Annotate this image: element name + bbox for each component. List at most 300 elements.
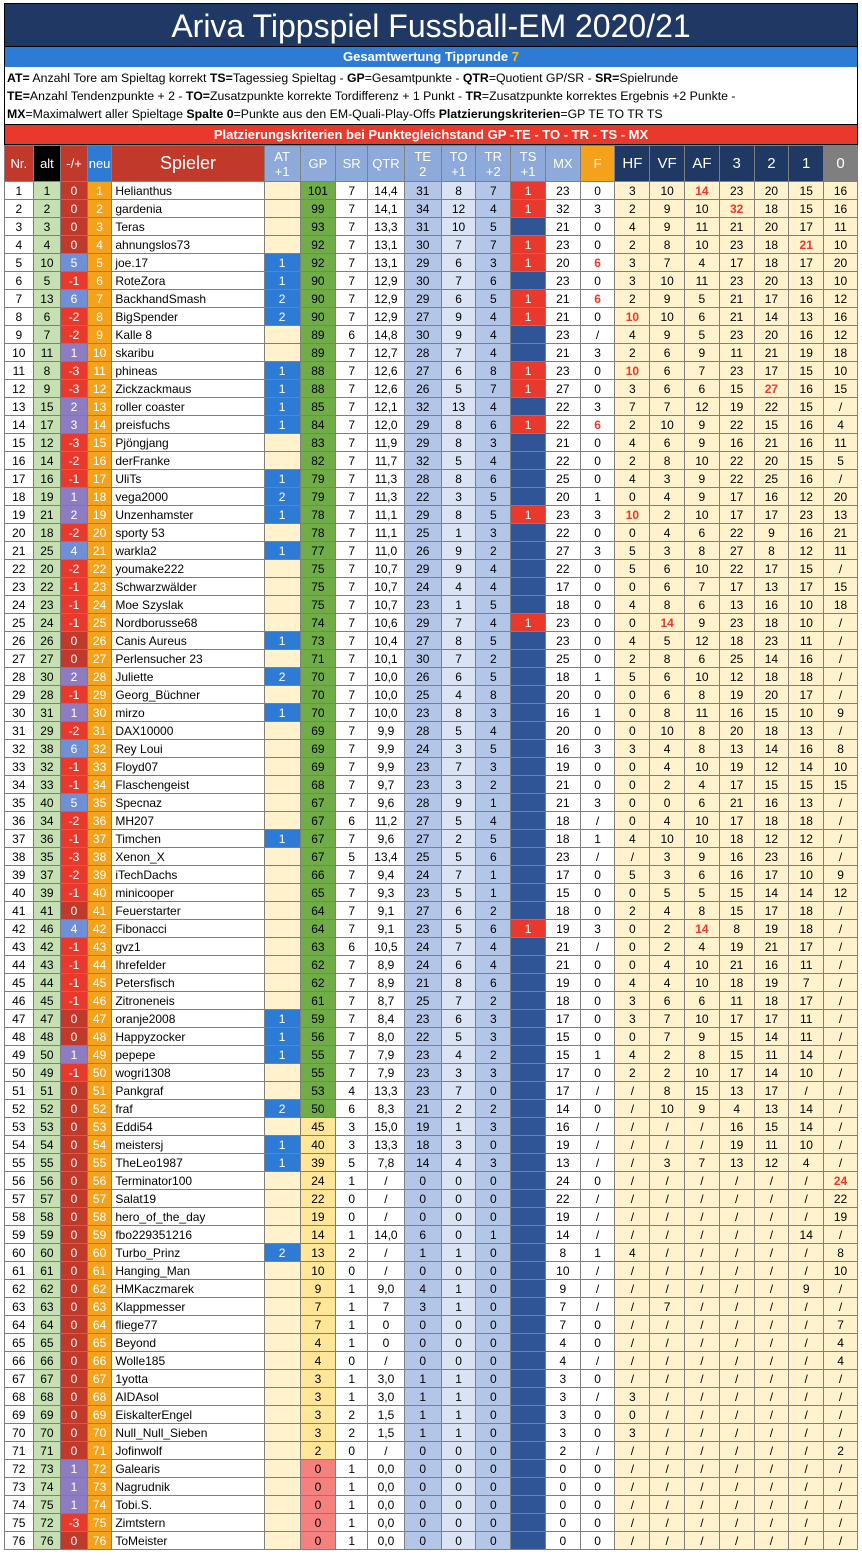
table-cell: 57 bbox=[5, 1190, 34, 1208]
table-cell: 21 bbox=[545, 344, 580, 362]
table-cell: 12 bbox=[754, 1154, 789, 1172]
table-cell: 0 bbox=[300, 1478, 336, 1496]
table-cell: 3 bbox=[615, 1010, 650, 1028]
player-name: Zickzackmaus bbox=[112, 380, 264, 398]
table-cell: 7 bbox=[650, 1028, 685, 1046]
table-cell: 17 bbox=[719, 812, 754, 830]
table-cell: 10,7 bbox=[368, 596, 405, 614]
table-cell: 6 bbox=[685, 650, 720, 668]
legend-segment: Anzahl Tore am Spieltag korrekt bbox=[29, 71, 210, 85]
table-cell: 22 bbox=[545, 524, 580, 542]
table-cell: 0 bbox=[404, 1316, 441, 1334]
table-row bbox=[5, 992, 858, 1010]
table-cell: 7 bbox=[336, 290, 368, 308]
table-cell: 38 bbox=[5, 848, 34, 866]
table-cell: 0 bbox=[441, 1172, 476, 1190]
table-cell: 8 bbox=[650, 236, 685, 254]
table-cell: 9 bbox=[441, 308, 476, 326]
table-cell: 16 bbox=[33, 470, 61, 488]
table-cell: 18 bbox=[545, 668, 580, 686]
table-cell: / bbox=[650, 1496, 685, 1514]
table-cell: 65 bbox=[300, 884, 336, 902]
table-cell: 0 bbox=[441, 1478, 476, 1496]
table-row bbox=[5, 506, 858, 524]
table-cell: 10 bbox=[685, 812, 720, 830]
table-cell: / bbox=[754, 1226, 789, 1244]
table-cell: 9 bbox=[650, 290, 685, 308]
table-cell: / bbox=[754, 1280, 789, 1298]
table-cell: 49 bbox=[5, 1046, 34, 1064]
table-cell: / bbox=[824, 1154, 858, 1172]
table-cell: 0 bbox=[61, 902, 88, 920]
table-cell: 4 bbox=[476, 812, 511, 830]
table-cell: 15 bbox=[719, 1028, 754, 1046]
table-cell: / bbox=[719, 1460, 754, 1478]
column-header: 0 bbox=[824, 146, 858, 182]
table-row bbox=[5, 1046, 858, 1064]
table-cell: 16 bbox=[719, 1118, 754, 1136]
table-cell bbox=[511, 1298, 546, 1316]
table-cell: 65 bbox=[87, 1334, 112, 1352]
table-cell: 1 bbox=[264, 254, 300, 272]
table-cell: 11 bbox=[789, 632, 824, 650]
table-cell: 34 bbox=[404, 200, 441, 218]
column-header: Spieler bbox=[112, 146, 264, 182]
table-cell: 17 bbox=[754, 1010, 789, 1028]
table-cell: 65 bbox=[33, 1334, 61, 1352]
table-cell bbox=[264, 812, 300, 830]
table-cell: 0 bbox=[580, 218, 615, 236]
table-cell: 1 bbox=[336, 1460, 368, 1478]
legend-segment: Spalte 0 bbox=[186, 107, 234, 121]
table-cell: 0 bbox=[404, 1460, 441, 1478]
table-cell: 5 bbox=[476, 488, 511, 506]
table-cell: 69 bbox=[5, 1406, 34, 1424]
table-cell: 4 bbox=[824, 416, 858, 434]
table-cell bbox=[264, 722, 300, 740]
table-cell bbox=[511, 974, 546, 992]
player-name: Helianthus bbox=[112, 182, 264, 200]
table-cell: 8 bbox=[545, 1244, 580, 1262]
table-cell: 0 bbox=[441, 1442, 476, 1460]
table-cell bbox=[511, 1118, 546, 1136]
table-cell: 3 bbox=[580, 740, 615, 758]
table-cell: 4 bbox=[615, 974, 650, 992]
table-cell: 23 bbox=[87, 578, 112, 596]
table-cell: 4 bbox=[545, 1334, 580, 1352]
table-cell: 4 bbox=[685, 938, 720, 956]
table-cell: 7 bbox=[336, 362, 368, 380]
table-cell: 8 bbox=[441, 182, 476, 200]
table-cell: 23 bbox=[404, 920, 441, 938]
table-cell: 1 bbox=[441, 1298, 476, 1316]
table-cell: 4 bbox=[650, 488, 685, 506]
table-cell: 69 bbox=[300, 740, 336, 758]
table-cell: 27 bbox=[719, 542, 754, 560]
table-cell: 9 bbox=[685, 1028, 720, 1046]
table-cell: 32 bbox=[719, 200, 754, 218]
table-cell: / bbox=[754, 1370, 789, 1388]
table-cell: 1 bbox=[511, 920, 546, 938]
table-cell: / bbox=[650, 1226, 685, 1244]
table-cell: / bbox=[719, 1532, 754, 1550]
table-cell: 0 bbox=[580, 434, 615, 452]
table-cell: / bbox=[685, 1424, 720, 1442]
table-cell: / bbox=[754, 1388, 789, 1406]
table-cell: 11,0 bbox=[368, 542, 405, 560]
table-cell: 21 bbox=[33, 506, 61, 524]
table-cell: 0 bbox=[404, 1532, 441, 1550]
table-cell: 8 bbox=[824, 1244, 858, 1262]
table-cell bbox=[264, 884, 300, 902]
table-row bbox=[5, 1352, 858, 1370]
table-cell: 28 bbox=[404, 470, 441, 488]
table-cell: 1 bbox=[511, 506, 546, 524]
table-cell: 9,4 bbox=[368, 866, 405, 884]
table-cell bbox=[511, 668, 546, 686]
table-cell bbox=[264, 1064, 300, 1082]
table-cell: 1 bbox=[511, 416, 546, 434]
table-cell: 17 bbox=[754, 362, 789, 380]
player-name: preisfuchs bbox=[112, 416, 264, 434]
table-row bbox=[5, 380, 858, 398]
table-cell: 89 bbox=[300, 344, 336, 362]
table-cell: 0 bbox=[580, 236, 615, 254]
table-cell: 7 bbox=[685, 1154, 720, 1172]
table-cell: 11 bbox=[824, 434, 858, 452]
table-cell: 23 bbox=[754, 632, 789, 650]
table-cell: 7 bbox=[336, 398, 368, 416]
table-cell: 17 bbox=[5, 470, 34, 488]
table-cell: 10 bbox=[789, 1064, 824, 1082]
table-cell: 23 bbox=[719, 236, 754, 254]
table-cell: 17 bbox=[789, 218, 824, 236]
table-cell: 2 bbox=[476, 776, 511, 794]
table-cell: 49 bbox=[33, 1064, 61, 1082]
legend-segment: MX bbox=[7, 107, 26, 121]
table-cell: 10 bbox=[685, 236, 720, 254]
table-cell: 0 bbox=[615, 614, 650, 632]
table-cell: 9 bbox=[441, 560, 476, 578]
table-row bbox=[5, 596, 858, 614]
table-cell: 6 bbox=[685, 308, 720, 326]
table-cell: 0 bbox=[580, 686, 615, 704]
table-cell: 23 bbox=[719, 182, 754, 200]
table-cell: 10 bbox=[441, 218, 476, 236]
table-cell: 7 bbox=[476, 380, 511, 398]
table-row bbox=[5, 1208, 858, 1226]
table-cell: 12 bbox=[685, 398, 720, 416]
table-cell: 3 bbox=[5, 218, 34, 236]
table-cell: 7 bbox=[336, 686, 368, 704]
table-cell: 0 bbox=[615, 956, 650, 974]
table-cell: 10 bbox=[685, 974, 720, 992]
table-cell bbox=[264, 902, 300, 920]
table-cell: 5 bbox=[441, 884, 476, 902]
table-cell: 9 bbox=[685, 470, 720, 488]
table-cell: 14 bbox=[789, 1046, 824, 1064]
table-cell: 15 bbox=[545, 1028, 580, 1046]
table-cell: 6 bbox=[87, 272, 112, 290]
table-cell: / bbox=[685, 1334, 720, 1352]
table-cell: 77 bbox=[300, 542, 336, 560]
table-cell: 2 bbox=[615, 416, 650, 434]
table-cell bbox=[511, 1388, 546, 1406]
table-cell: 71 bbox=[33, 1442, 61, 1460]
table-cell: 4 bbox=[336, 1082, 368, 1100]
table-cell: 21 bbox=[719, 956, 754, 974]
table-cell: 4 bbox=[300, 1352, 336, 1370]
table-cell: 0 bbox=[61, 1208, 88, 1226]
player-name: Klappmesser bbox=[112, 1298, 264, 1316]
table-cell: 29 bbox=[404, 434, 441, 452]
table-cell: 23 bbox=[719, 272, 754, 290]
table-cell: 17 bbox=[719, 488, 754, 506]
table-cell: 3 bbox=[545, 1424, 580, 1442]
table-cell: 18 bbox=[545, 596, 580, 614]
table-cell bbox=[511, 686, 546, 704]
table-cell: 1 bbox=[580, 1244, 615, 1262]
table-cell: 41 bbox=[87, 902, 112, 920]
table-cell: 0 bbox=[61, 1532, 88, 1550]
table-cell: 16 bbox=[789, 380, 824, 398]
table-cell: 25 bbox=[33, 542, 61, 560]
table-cell: 3 bbox=[650, 470, 685, 488]
player-name: fraf bbox=[112, 1100, 264, 1118]
table-cell: 0 bbox=[61, 1442, 88, 1460]
table-cell: 16 bbox=[545, 704, 580, 722]
column-header: TS +1 bbox=[511, 146, 546, 182]
table-cell: / bbox=[650, 1352, 685, 1370]
table-row bbox=[5, 398, 858, 416]
table-cell: 0 bbox=[441, 1190, 476, 1208]
table-cell: -1 bbox=[61, 272, 88, 290]
table-cell: 63 bbox=[300, 938, 336, 956]
table-cell: 0 bbox=[300, 1496, 336, 1514]
table-cell: 13,1 bbox=[368, 254, 405, 272]
table-cell: 10 bbox=[685, 956, 720, 974]
table-cell: / bbox=[754, 1424, 789, 1442]
table-cell: 2 bbox=[336, 1244, 368, 1262]
table-cell: 15 bbox=[789, 452, 824, 470]
legend-segment: GP bbox=[346, 71, 365, 85]
table-cell: 11 bbox=[685, 272, 720, 290]
table-cell: / bbox=[719, 1424, 754, 1442]
table-cell: 54 bbox=[33, 1136, 61, 1154]
table-cell bbox=[511, 794, 546, 812]
table-cell: 16 bbox=[789, 434, 824, 452]
table-cell: 23 bbox=[404, 596, 441, 614]
table-cell: -1 bbox=[61, 776, 88, 794]
table-cell: 20 bbox=[719, 722, 754, 740]
table-cell: 7 bbox=[336, 416, 368, 434]
table-cell: 29 bbox=[404, 614, 441, 632]
table-cell: 68 bbox=[300, 776, 336, 794]
table-cell bbox=[511, 866, 546, 884]
table-cell: 4 bbox=[476, 722, 511, 740]
table-cell: / bbox=[650, 1118, 685, 1136]
table-cell: 0 bbox=[61, 1172, 88, 1190]
table-cell: 1 bbox=[476, 794, 511, 812]
table-cell: 12,9 bbox=[368, 308, 405, 326]
table-cell: 27 bbox=[404, 308, 441, 326]
table-cell: 7 bbox=[441, 1082, 476, 1100]
table-row bbox=[5, 344, 858, 362]
table-cell: 23 bbox=[545, 272, 580, 290]
table-cell: 14 bbox=[754, 1064, 789, 1082]
table-cell: 9,9 bbox=[368, 722, 405, 740]
table-cell: 1 bbox=[441, 1406, 476, 1424]
table-cell: 23 bbox=[33, 596, 61, 614]
table-cell: 30 bbox=[404, 272, 441, 290]
table-cell: 21 bbox=[545, 938, 580, 956]
column-header: -/+ bbox=[61, 146, 88, 182]
table-cell: 45 bbox=[300, 1118, 336, 1136]
table-cell: 1 bbox=[264, 830, 300, 848]
table-cell: 50 bbox=[33, 1046, 61, 1064]
table-cell: 11 bbox=[87, 362, 112, 380]
table-cell: 19 bbox=[404, 1118, 441, 1136]
table-cell: 0 bbox=[404, 1496, 441, 1514]
table-cell: 18 bbox=[824, 344, 858, 362]
table-cell bbox=[511, 1064, 546, 1082]
table-cell: 7 bbox=[545, 1316, 580, 1334]
table-cell: 8 bbox=[5, 308, 34, 326]
table-cell: / bbox=[754, 1298, 789, 1316]
table-cell: 3 bbox=[476, 1028, 511, 1046]
table-cell: / bbox=[580, 1352, 615, 1370]
table-cell: 17 bbox=[719, 578, 754, 596]
table-cell: 38 bbox=[87, 848, 112, 866]
table-cell: / bbox=[719, 1280, 754, 1298]
table-cell: 19 bbox=[545, 974, 580, 992]
table-cell: 18 bbox=[719, 632, 754, 650]
table-cell: 29 bbox=[404, 560, 441, 578]
table-cell: 21 bbox=[545, 956, 580, 974]
table-cell: 60 bbox=[5, 1244, 34, 1262]
table-cell: / bbox=[685, 1244, 720, 1262]
table-cell: / bbox=[685, 1280, 720, 1298]
table-cell: 4 bbox=[685, 254, 720, 272]
table-cell: 0 bbox=[476, 1532, 511, 1550]
table-cell: 0 bbox=[476, 1082, 511, 1100]
table-cell: 6 bbox=[476, 848, 511, 866]
table-cell: 0 bbox=[404, 1514, 441, 1532]
table-cell: 19 bbox=[719, 686, 754, 704]
table-cell: 2 bbox=[650, 1064, 685, 1082]
table-cell: 10 bbox=[685, 1064, 720, 1082]
table-cell: 35 bbox=[87, 794, 112, 812]
table-cell: 7 bbox=[336, 380, 368, 398]
table-cell: 66 bbox=[87, 1352, 112, 1370]
table-cell: 9,1 bbox=[368, 920, 405, 938]
table-row bbox=[5, 452, 858, 470]
table-cell: 3 bbox=[476, 524, 511, 542]
table-cell: 3 bbox=[545, 1388, 580, 1406]
table-cell: 10 bbox=[615, 362, 650, 380]
player-name: Tobi.S. bbox=[112, 1496, 264, 1514]
table-cell: 73 bbox=[5, 1478, 34, 1496]
legend bbox=[4, 67, 858, 125]
table-cell: 2 bbox=[476, 542, 511, 560]
player-name: derFranke bbox=[112, 452, 264, 470]
player-name: iTechDachs bbox=[112, 866, 264, 884]
table-cell: 7 bbox=[685, 578, 720, 596]
table-cell: 31 bbox=[404, 218, 441, 236]
table-cell: 79 bbox=[300, 470, 336, 488]
table-cell: 4 bbox=[650, 902, 685, 920]
table-row bbox=[5, 632, 858, 650]
table-cell: 0 bbox=[545, 1532, 580, 1550]
table-cell: 18 bbox=[754, 236, 789, 254]
table-cell: 16 bbox=[545, 740, 580, 758]
table-cell: 4 bbox=[789, 1154, 824, 1172]
table-cell: -1 bbox=[61, 758, 88, 776]
table-cell: / bbox=[789, 1190, 824, 1208]
table-cell: 13 bbox=[754, 578, 789, 596]
table-cell: 20 bbox=[33, 560, 61, 578]
table-cell: 8 bbox=[476, 686, 511, 704]
table-cell: 44 bbox=[5, 956, 34, 974]
table-cell: 10 bbox=[615, 506, 650, 524]
table-cell bbox=[264, 1532, 300, 1550]
table-cell: 0 bbox=[476, 1334, 511, 1352]
table-row bbox=[5, 542, 858, 560]
table-cell: 62 bbox=[300, 956, 336, 974]
table-cell: 17 bbox=[719, 1010, 754, 1028]
table-cell: 1 bbox=[336, 1298, 368, 1316]
table-cell: 59 bbox=[87, 1226, 112, 1244]
table-cell: / bbox=[615, 1496, 650, 1514]
table-cell: 19 bbox=[545, 920, 580, 938]
table-cell: 23 bbox=[719, 362, 754, 380]
table-cell: 29 bbox=[404, 254, 441, 272]
table-cell bbox=[264, 1118, 300, 1136]
table-cell bbox=[511, 1424, 546, 1442]
table-cell: 10 bbox=[685, 200, 720, 218]
table-cell: 18 bbox=[824, 596, 858, 614]
table-cell: 74 bbox=[87, 1496, 112, 1514]
table-cell: 20 bbox=[754, 326, 789, 344]
table-cell: / bbox=[580, 1154, 615, 1172]
table-cell: 15 bbox=[5, 434, 34, 452]
table-cell: 8 bbox=[87, 308, 112, 326]
legend-segment: TR bbox=[465, 89, 482, 103]
table-cell: 19 bbox=[719, 938, 754, 956]
table-cell: 15 bbox=[545, 1046, 580, 1064]
table-cell: 15 bbox=[824, 578, 858, 596]
table-cell: 7 bbox=[336, 182, 368, 200]
table-cell: 3 bbox=[300, 1406, 336, 1424]
table-cell: 0 bbox=[580, 1478, 615, 1496]
table-cell bbox=[264, 686, 300, 704]
table-cell: 26 bbox=[33, 632, 61, 650]
table-cell: 21 bbox=[719, 290, 754, 308]
table-cell: 29 bbox=[5, 686, 34, 704]
table-cell: / bbox=[789, 1262, 824, 1280]
table-row bbox=[5, 1244, 858, 1262]
table-cell: 0 bbox=[368, 1316, 405, 1334]
table-cell: 59 bbox=[33, 1226, 61, 1244]
table-cell: 17 bbox=[719, 506, 754, 524]
table-cell: 1 bbox=[336, 1496, 368, 1514]
table-cell: / bbox=[754, 1532, 789, 1550]
table-cell: 14 bbox=[789, 1226, 824, 1244]
table-cell: 9,3 bbox=[368, 884, 405, 902]
table-cell: / bbox=[824, 938, 858, 956]
table-cell: 0 bbox=[615, 1028, 650, 1046]
table-cell: / bbox=[685, 1388, 720, 1406]
